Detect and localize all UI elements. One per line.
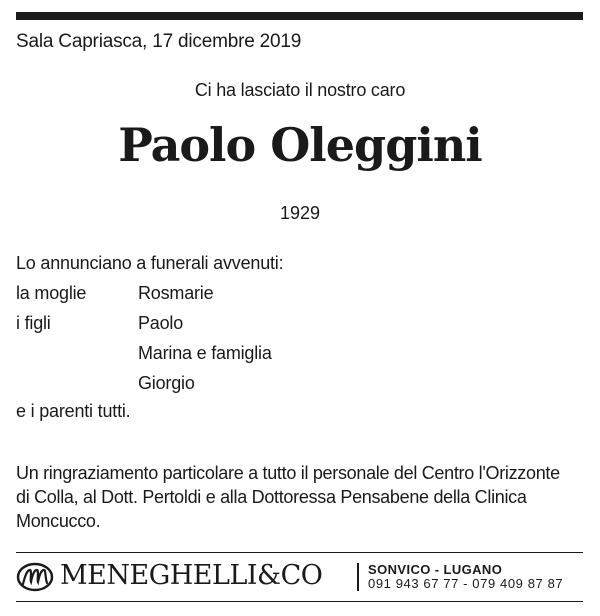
family-row — [16, 283, 416, 313]
family-name: Paolo — [138, 313, 184, 333]
thanks-paragraph: Un ringraziamento particolare a tutto il personale del Centro l'Orizzonte di Colla, al Dott. Pertoldi e alla Dottoressa Pensabene della Clinica Moncucco. — [16, 463, 560, 531]
footer-rule-top — [16, 552, 583, 553]
deceased-name: Paolo Oleggini — [118, 118, 482, 172]
footer-rule-bottom — [16, 601, 583, 602]
footer-contact — [368, 563, 563, 591]
company-name: MENEGHELLI&CO — [60, 560, 323, 591]
birth-year: 1929 — [279, 203, 321, 223]
place-date: Sala Capriasca, 17 dicembre 2019 — [16, 31, 302, 52]
footer-phones: 091 943 67 77 - 079 409 87 87 — [368, 576, 564, 591]
footer-location: SONVICO - LUGANO — [368, 562, 503, 577]
family-name: Giorgio — [138, 373, 195, 393]
family-row — [16, 343, 416, 373]
family-name: Marina e famiglia — [138, 343, 272, 363]
family-role: la moglie — [16, 283, 87, 303]
family-list — [16, 283, 416, 403]
family-name: Rosmarie — [138, 283, 214, 303]
announcement-text: Lo annunciano a funerali avvenuti: — [16, 253, 284, 273]
footer-divider — [357, 563, 359, 591]
company-logo-icon — [16, 562, 56, 592]
family-row — [16, 373, 416, 403]
intro-text: Ci ha lasciato il nostro caro — [194, 80, 406, 100]
top-rule — [16, 12, 583, 20]
relatives-text: e i parenti tutti. — [16, 401, 131, 421]
family-row — [16, 313, 416, 343]
family-role: i figli — [16, 313, 51, 333]
